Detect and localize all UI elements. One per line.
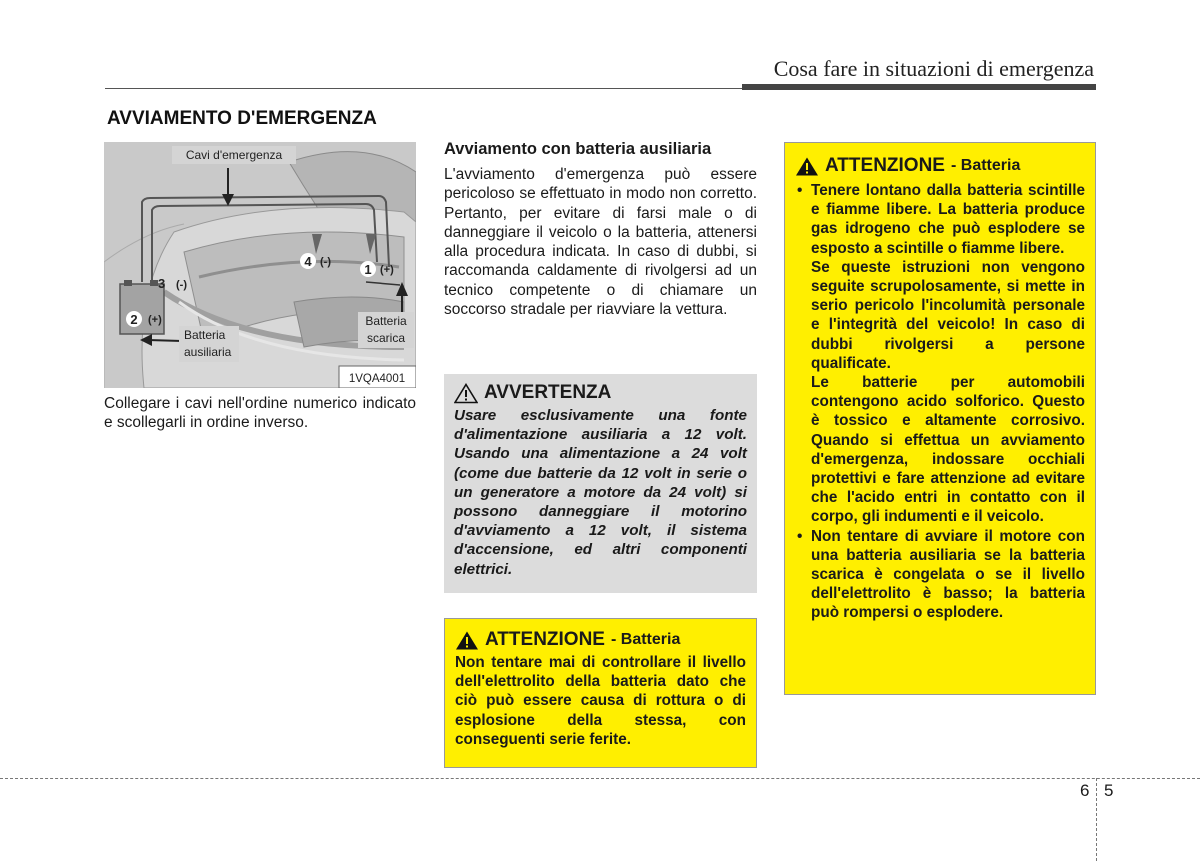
caution-small-subtitle: - Batteria <box>610 631 681 648</box>
header-rule <box>105 88 745 89</box>
list-item <box>795 527 1085 623</box>
warning-text: Usare esclusivamente una fonte d'alimentazione ausiliaria a 12 volt. Usando una alimentazione a 24 volt (come due batterie da 12 volt in serie o un generatore a motore da 24 volt) si possono danneggiare il motorino d'avviamento a 12 volt, il sistema d'accensione, ed altri componenti elettrici. <box>454 407 747 578</box>
list-item <box>795 181 1085 527</box>
figure-step-3-sign: (-) <box>176 279 187 291</box>
figure-code: 1VQA4001 <box>348 373 406 385</box>
caution-small-title: ATTENZIONE <box>485 629 605 650</box>
chapter-number: 6 <box>1080 781 1090 800</box>
caution-large-item1-p1: Tenere lontano dalla batteria scintille e fiamme libere. La batteria produce gas idrogeno che può esplodere se esposto a scintille o fiamme libere. <box>811 182 1085 257</box>
page-header-title: Cosa fare in situazioni di emergenza <box>773 56 1094 81</box>
jump-start-illustration <box>104 142 416 388</box>
figure-step-1-sign: (+) <box>380 264 394 276</box>
figure-label-dead-battery-line1: Batteria <box>365 314 407 328</box>
battery-caution-box-large <box>784 142 1096 695</box>
warning-header <box>454 382 747 404</box>
footer-page-divider <box>1096 778 1097 861</box>
caution-triangle-icon <box>455 630 479 651</box>
caution-large-list <box>795 181 1085 623</box>
bullet-marker: • <box>797 182 803 199</box>
aux-start-section <box>444 140 757 319</box>
figure-label-aux-battery-line1: Batteria <box>184 328 226 342</box>
caution-large-header <box>795 155 1085 177</box>
caution-small-text: Non tentare mai di controllare il livello dell'elettrolito della batteria dato che ciò può essere causa di rottura o di esplosione della stessa, con conseguenti serie ferite. <box>455 654 746 748</box>
aux-start-heading: Avviamento con batteria ausiliaria <box>444 140 712 158</box>
warning-triangle-icon <box>454 383 478 404</box>
caution-large-subtitle: - Batteria <box>950 157 1021 174</box>
aux-start-body: L'avviamento d'emergenza può essere pericoloso se effettuato in modo non corretto. Pertanto, per evitare di farsi male o di danneggiare il veicolo o la batteria, attenersi alla procedura indicata. In caso di dubbi, si raccomanda caldamente di rivolgersi ad un tecnico competente o di chiamare un soccorso stradale per riavviare la vettura. <box>444 166 757 319</box>
figure-step-1-number: 1 <box>364 262 372 277</box>
caution-large-item1-p2: Se queste istruzioni non vengono seguite scrupolosamente, si mette in serio pericolo l'incolumità personale e l'integrità del veicolo! In caso di dubbi rivolgersi a persone qualificate. <box>811 258 1085 372</box>
figure-label-aux-battery-line2: ausiliaria <box>184 345 232 359</box>
warning-box <box>444 374 757 593</box>
figure-step-4-sign: (-) <box>320 256 331 268</box>
section-title: AVVIAMENTO D'EMERGENZA <box>107 108 377 129</box>
figure-step-2-sign: (+) <box>148 314 162 326</box>
header-rule-accent <box>742 84 1096 90</box>
footer-dashed-rule <box>0 778 1200 779</box>
figure-step-4-number: 4 <box>304 254 312 269</box>
warning-title: AVVERTENZA <box>484 382 612 403</box>
figure-step-2-number: 2 <box>130 312 138 327</box>
figure-label-dead-battery-line2: scarica <box>366 331 406 345</box>
figure-step-3-number: 3 <box>158 276 166 291</box>
caution-large-title: ATTENZIONE <box>825 155 945 176</box>
battery-caution-box-small <box>444 618 757 768</box>
bullet-marker: • <box>797 527 803 545</box>
caution-small-header <box>455 629 746 651</box>
caution-large-item2: Non tentare di avviare il motore con una batteria ausiliaria se la batteria scarica è congelata o se il livello dell'elettrolito è basso; la batteria può rompersi o esplodere. <box>811 527 1085 622</box>
caution-large-item1-p3: Le batterie per automobili contengono acido solforico. Questo è tossico e altamente corrosivo. Quando si effettua un avviamento d'emergenza, indossare occhiali protettivi e fare attenzione ad evitare che l'acido entri in contatto con il corpo, gli indumenti e il veicolo. <box>811 374 1085 526</box>
page-number: 5 <box>1104 781 1114 800</box>
figure-label-cables: Cavi d'emergenza <box>185 148 283 162</box>
caution-triangle-icon <box>795 156 819 177</box>
figure-caption: Collegare i cavi nell'ordine numerico indicato e scollegarli in ordine inverso. <box>104 395 416 431</box>
